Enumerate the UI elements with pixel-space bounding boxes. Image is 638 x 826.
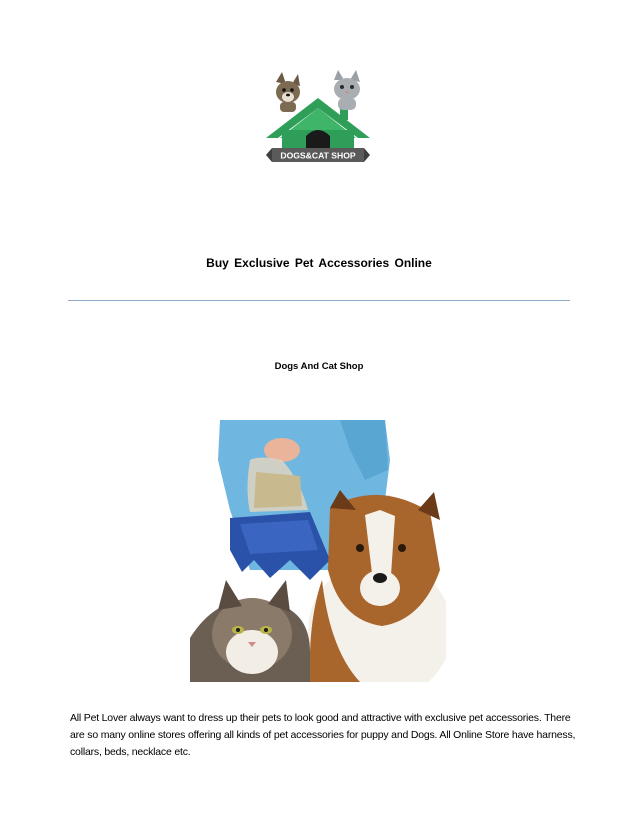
pet-grooming-photo-icon	[190, 420, 446, 682]
divider	[68, 300, 570, 301]
dogs-cat-shop-logo-icon	[258, 70, 378, 170]
body-paragraph: All Pet Lover always want to dress up their pets to look good and attractive with exclusive pet accessories. There are so many online stores offering all kinds of pet accessories for puppy and Dogs. All Online Store have harness, collars, beds, necklace etc.	[70, 712, 576, 758]
shop-logo	[258, 70, 378, 170]
pet-photo	[190, 420, 446, 682]
page-subtitle: Dogs And Cat Shop	[274, 361, 364, 372]
logo-text: DOGS&CAT SHOP	[280, 150, 356, 161]
page-title: Buy Exclusive Pet Accessories Online	[206, 256, 432, 270]
